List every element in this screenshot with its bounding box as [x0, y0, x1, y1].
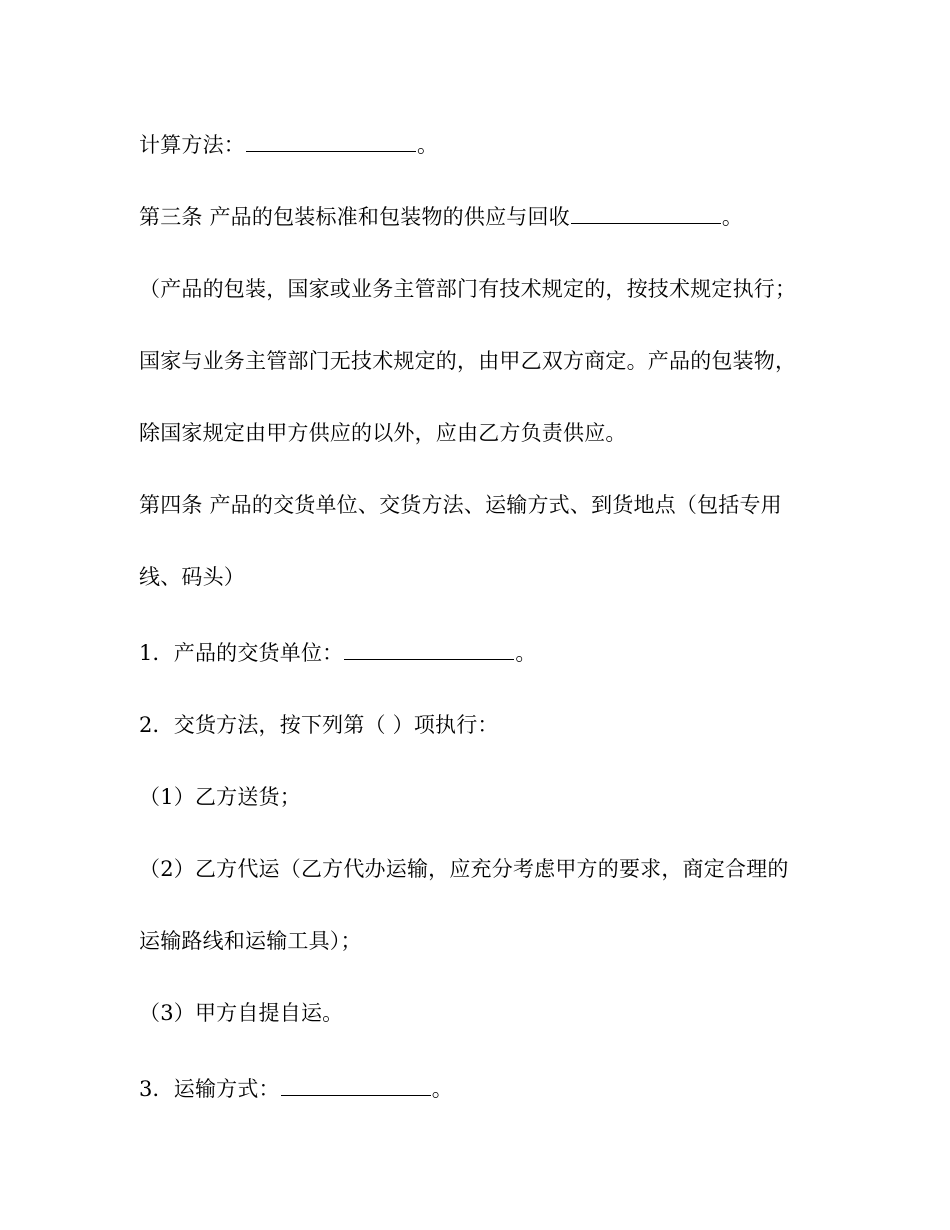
line-end: 。	[417, 133, 439, 157]
text-line-option-3	[139, 999, 343, 1027]
text-line-option-1	[139, 783, 301, 811]
text-line-item-3	[139, 1075, 453, 1103]
line-text: （产品的包装，国家或业务主管部门有技术规定的，按技术规定执行；	[139, 277, 797, 301]
line-text: 1．产品的交货单位：	[139, 641, 344, 665]
text-line-article-4	[139, 491, 782, 519]
line-text: （1）乙方送货；	[139, 785, 301, 809]
line-text: 运输路线和运输工具）；	[139, 929, 362, 953]
text-line-packaging-2	[139, 347, 796, 375]
line-end: 。	[431, 1077, 453, 1101]
text-line-item-1	[139, 639, 537, 667]
line-text: 第四条 产品的交货单位、交货方法、运输方式、到货地点（包括专用	[139, 493, 782, 517]
text-line-option-2-cont	[139, 927, 362, 955]
line-text: 3．运输方式：	[139, 1077, 280, 1101]
line-text: 国家与业务主管部门无技术规定的，由甲乙双方商定。产品的包装物，	[139, 349, 797, 373]
text-line-item-2	[139, 711, 499, 739]
line-text: 第三条 产品的包装标准和包装物的供应与回收	[139, 205, 570, 229]
line-end: 。	[515, 641, 537, 665]
line-text: （2）乙方代运（乙方代办运输，应充分考虑甲方的要求，商定合理的	[139, 857, 789, 881]
line-text: 2．交货方法，按下列第（ ）项执行：	[139, 713, 499, 737]
line-end: 。	[721, 205, 744, 229]
text-line-packaging-3	[139, 419, 627, 447]
fill-in-blank	[246, 131, 416, 152]
text-line-option-2	[139, 855, 789, 883]
line-text: 除国家规定由甲方供应的以外，应由乙方负责供应。	[139, 421, 627, 445]
line-text: （3）甲方自提自运。	[139, 1001, 344, 1025]
fill-in-blank	[571, 203, 721, 224]
line-text: 计算方法：	[139, 133, 245, 157]
text-line-article-3	[139, 203, 743, 231]
fill-in-blank	[344, 639, 514, 660]
fill-in-blank	[281, 1075, 431, 1096]
text-line-packaging-1	[139, 275, 796, 303]
text-line-calc-method	[139, 131, 438, 159]
text-line-article-4-cont	[139, 563, 245, 591]
line-text: 线、码头）	[139, 565, 245, 589]
